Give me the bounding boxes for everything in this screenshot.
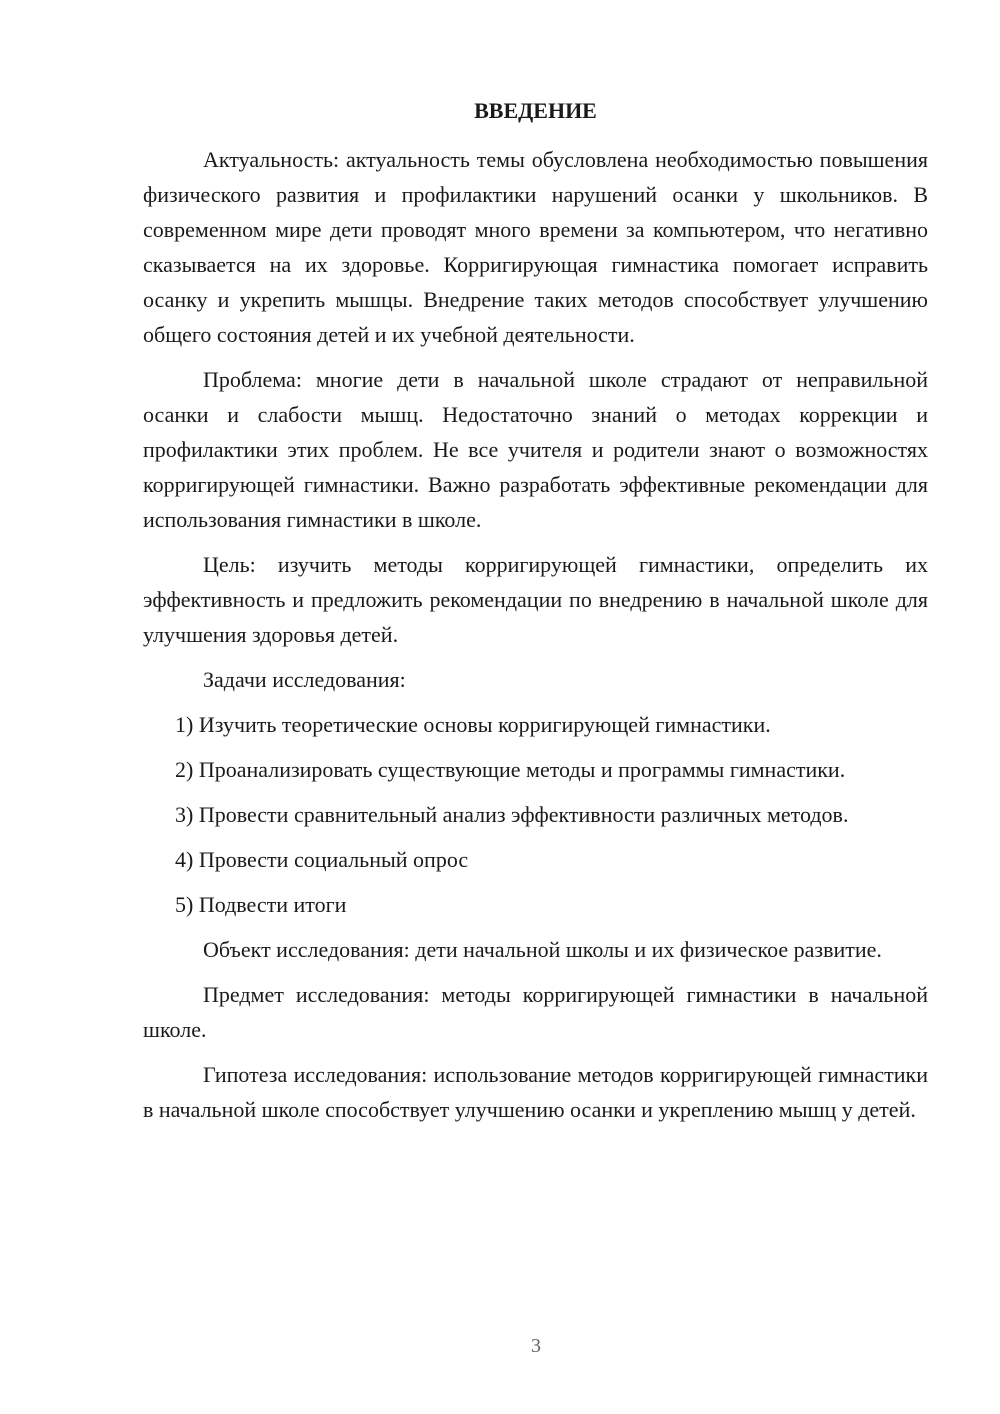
task-item: 5) Подвести итоги [175, 892, 347, 917]
relevance-paragraph: Актуальность: актуальность темы обусловлена необходимостью повышения физического развития и профилактики нарушений осанки у школьников. В современном мире дети проводят много времени за компьютером, что негативно сказывается на их здоровье. Корригирующая гимнастика помогает исправить осанку и укрепить мышцы. Внедрение таких методов способствует улучшению общего состояния детей и их учебной деятельности. [143, 147, 928, 347]
task-item: 1) Изучить теоретические основы корригирующей гимнастики. [175, 712, 771, 737]
hypothesis-paragraph: Гипотеза исследования: использование методов корригирующей гимнастики в начальной школе способствует улучшению осанки и укреплению мышц у детей. [143, 1062, 928, 1122]
page-number: 3 [531, 1335, 541, 1357]
task-item: 2) Проанализировать существующие методы и программы гимнастики. [175, 757, 846, 782]
document-page [143, 96, 928, 1137]
problem-paragraph: Проблема: многие дети в начальной школе страдают от неправильной осанки и слабости мышц. Недостаточно знаний о методах коррекции и профилактики этих проблем. Не все учителя и родители знают о возможностях корригирующей гимнастики. Важно разработать эффективные рекомендации для использования гимнастики в школе. [143, 367, 928, 532]
task-item: 4) Провести социальный опрос [175, 847, 469, 872]
goal-paragraph: Цель: изучить методы корригирующей гимнастики, определить их эффективность и предложить рекомендации по внедрению в начальной школе для улучшения здоровья детей. [143, 552, 928, 647]
tasks-title: Задачи исследования: [203, 667, 406, 692]
task-item: 3) Провести сравнительный анализ эффективности различных методов. [175, 802, 849, 827]
section-heading: ВВЕДЕНИЕ [474, 98, 597, 123]
tasks-list [143, 707, 928, 922]
object-paragraph: Объект исследования: дети начальной школы и их физическое развитие. [203, 937, 882, 962]
subject-paragraph: Предмет исследования: методы корригирующей гимнастики в начальной школе. [143, 982, 928, 1042]
